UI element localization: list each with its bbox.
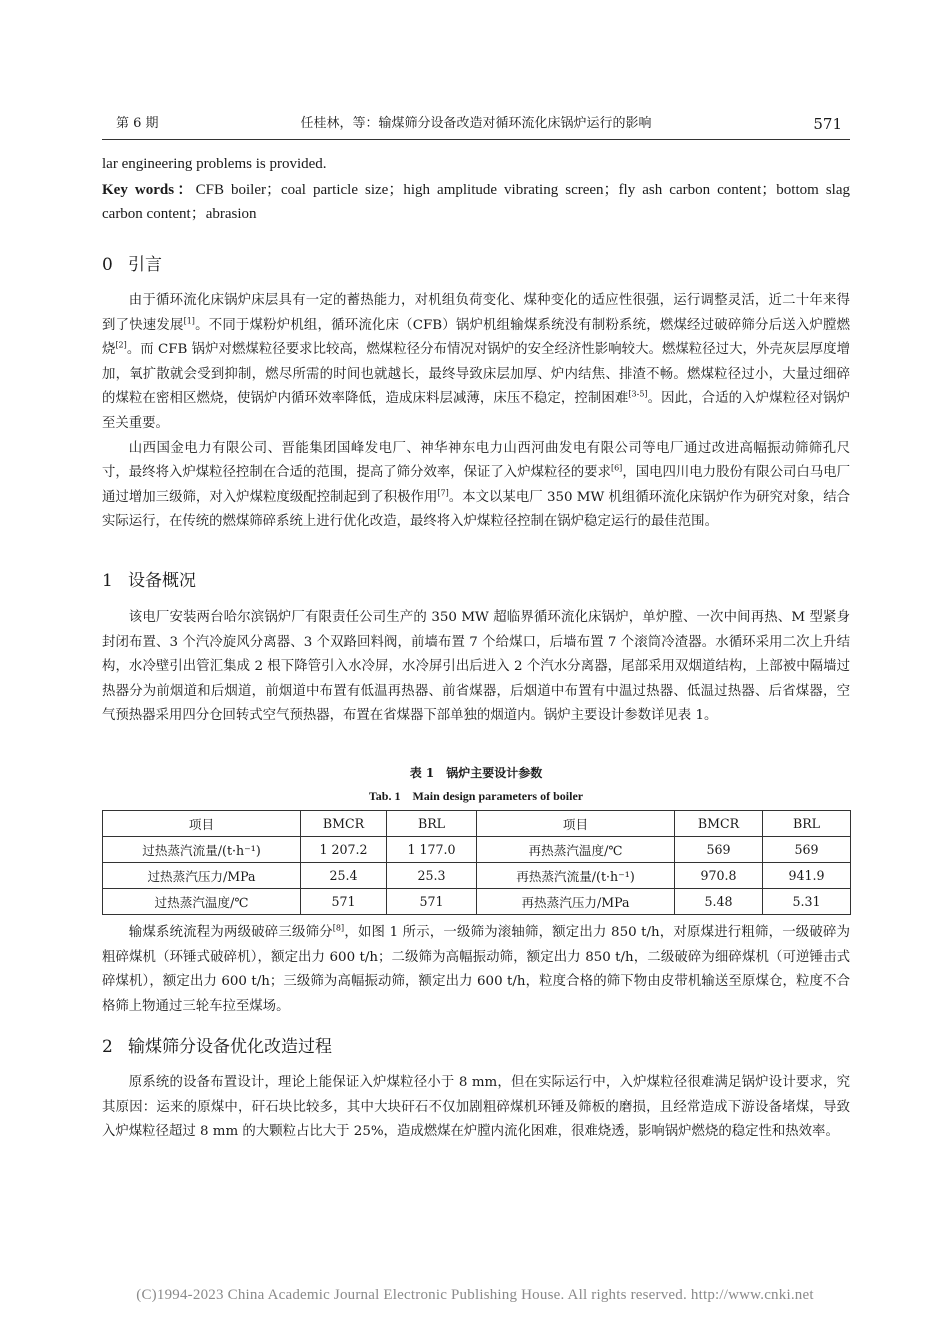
table-row: [103, 837, 851, 863]
table-header-cell: BRL: [763, 811, 851, 837]
keywords-label: Key words：: [102, 182, 196, 198]
table-cell: 571: [301, 889, 387, 915]
citation: [7]: [437, 488, 449, 498]
copyright-footer: (C)1994-2023 China Academic Journal Electronic Publishing House. All rights reserved. http://www.cnki.net: [136, 1287, 814, 1303]
table-cell: 5.48: [675, 889, 763, 915]
keywords: [102, 178, 850, 226]
section-equipment-body: [102, 606, 850, 729]
table-cell: 571: [387, 889, 477, 915]
table-cell: 970.8: [675, 863, 763, 889]
running-title: 任桂林，等：输煤筛分设备改造对循环流化床锅炉运行的影响: [300, 116, 652, 131]
section-number: 0: [102, 255, 113, 275]
table-header-cell: 项目: [477, 811, 675, 837]
table-header-cell: BMCR: [301, 811, 387, 837]
header-rule: [102, 139, 850, 140]
design-parameters-table: [102, 810, 851, 915]
paragraph: 原系统的设备布置设计，理论上能保证入炉煤粒径小于 8 mm，但在实际运行中，入炉煤粒径很难满足锅炉设计要求，究其原因：运来的原煤中，矸石块比较多，其中大块矸石不仅加剧粗碎煤机环锤及筛板的磨损，且经常造成下游设备堵煤，导致入炉煤粒径超过 8 mm 的大颗粒占比大于 25%，造成燃煤在炉膛内流化困难，很难烧透，影响锅炉燃烧的稳定性和热效率。: [102, 1075, 850, 1140]
table-cell: 1 207.2: [301, 837, 387, 863]
table-cell: 1 177.0: [387, 837, 477, 863]
section-heading-equipment: [102, 568, 196, 594]
issue-number: 第 6 期: [116, 116, 159, 131]
table-row: [103, 863, 851, 889]
section-number: 1: [102, 571, 113, 591]
citation: [8]: [332, 923, 345, 933]
section-title: 输煤筛分设备优化改造过程: [128, 1037, 332, 1057]
section-heading-intro: [102, 252, 162, 278]
abstract-tail: lar engineering problems is provided.: [102, 156, 327, 172]
table-cell: 569: [675, 837, 763, 863]
section-title: 引言: [128, 255, 162, 275]
table-row: [103, 889, 851, 915]
citation: [1]: [183, 316, 195, 326]
paragraph: 输煤系统流程为两级破碎三级筛分[8]，如图 1 所示，一级筛为滚轴筛，额定出力 850 t/h，对原煤进行粗筛，一级破碎为粗碎煤机（环锤式破碎机），额定出力 600 t/h；二级筛为高幅振动筛，额定出力 850 t/h，二级破碎为细碎煤机（可逆锤击式碎煤机），额定出力 600 t/h；三级筛为高幅振动筛，额定出力 600 t/h，粒度合格的筛下物由皮带机输送至原煤仓，粒度不合格筛上物通过三轮车拉至煤场。: [102, 923, 850, 1014]
table-caption-en: Tab. 1 Main design parameters of boiler: [368, 789, 584, 803]
table-header-cell: 项目: [103, 811, 301, 837]
keywords-text: CFB boiler；coal particle size；high amplitude vibrating screen；fly ash carbon content；bottom slag carbon content；abrasion: [102, 182, 850, 222]
table-cell: 5.31: [763, 889, 851, 915]
section-heading-retrofit: [102, 1034, 332, 1060]
citation: [3-5]: [628, 389, 648, 399]
table-cell: 再热蒸汽压力/MPa: [477, 889, 675, 915]
table-header-cell: BMCR: [675, 811, 763, 837]
table-cell: 25.3: [387, 863, 477, 889]
section-number: 2: [102, 1037, 113, 1057]
table-cell: 569: [763, 837, 851, 863]
section-title: 设备概况: [128, 571, 196, 591]
table-cell: 过热蒸汽压力/MPa: [103, 863, 301, 889]
section-retrofit-body: [102, 1071, 850, 1145]
paragraph: 该电厂安装两台哈尔滨锅炉厂有限责任公司生产的 350 MW 超临界循环流化床锅炉，单炉膛、一次中间再热、M 型紧身封闭布置、3 个汽冷旋风分离器、3 个双路回料阀，前墙布置 7 个给煤口，后墙布置 7 个滚筒冷渣器。水循环采用二次上升结构，水冷壁引出管汇集成 2 根下降管引入水冷屏，水冷屏引出后进入 2 个汽水分离器，尾部采用双烟道结构，上部被中隔墙过热器分为前烟道和后烟道，前烟道中布置有低温再热器、前省煤器，后烟道中布置有中温过热器、低温过热器、后省煤器，空气预热器采用四分仓回转式空气预热器，布置在省煤器下部单独的烟道内。锅炉主要设计参数详见表 1。: [102, 610, 850, 724]
table-caption-zh: 表 1 锅炉主要设计参数: [409, 766, 543, 780]
table-cell: 过热蒸汽温度/℃: [103, 889, 301, 915]
running-header: [102, 112, 850, 136]
page-number: 571: [813, 115, 842, 133]
citation: [2]: [115, 340, 127, 350]
paragraph: 山西国金电力有限公司、晋能集团国峰发电厂、神华神东电力山西河曲发电有限公司等电厂通过改进高幅振动筛筛孔尺寸，最终将入炉煤粒径控制在合适的范围，提高了筛分效率，保证了入炉煤粒径的要求[6]，国电四川电力股份有限公司白马电厂通过增加三级筛，对入炉煤粒度级配控制起到了积极作用[7]。本文以某电厂 350 MW 机组循环流化床锅炉作为研究对象，结合实际运行，在传统的燃煤筛碎系统上进行优化改造，最终将入炉煤粒径控制在锅炉稳定运行的最佳范围。: [102, 440, 851, 530]
table-cell: 25.4: [301, 863, 387, 889]
table-cell: 再热蒸汽温度/℃: [477, 837, 675, 863]
section-equipment-body-2: [102, 921, 850, 1019]
paragraph: 由于循环流化床锅炉床层具有一定的蓄热能力，对机组负荷变化、煤种变化的适应性很强，运行调整灵活，近二十年来得到了快速发展[1]。不同于煤粉炉机组，循环流化床（CFB）锅炉机组输煤系统没有制粉系统，燃煤经过破碎筛分后送入炉膛燃烧[2]。而 CFB 锅炉对燃煤粒径要求比较高，燃煤粒径分布情况对锅炉的安全经济性影响较大。燃煤粒径过大，外壳灰层厚度增加，氧扩散就会受到抑制，燃尽所需的时间也就越长，最终导致床层加厚、炉内结焦、排渣不畅。燃煤粒径过小，大量过细碎的煤粒在密相区燃烧，使锅炉内循环效率降低，造成床料层减薄，床压不稳定，控制困难[3-5]。因此，合适的入炉煤粒径对锅炉至关重要。: [102, 293, 851, 431]
section-intro-body: [102, 289, 850, 535]
table-cell: 再热蒸汽流量/(t·h⁻¹): [477, 863, 675, 889]
table-header-row: [103, 811, 851, 837]
table-header-cell: BRL: [387, 811, 477, 837]
table-cell: 941.9: [763, 863, 851, 889]
table-cell: 过热蒸汽流量/(t·h⁻¹): [103, 837, 301, 863]
citation: [6]: [610, 463, 623, 473]
